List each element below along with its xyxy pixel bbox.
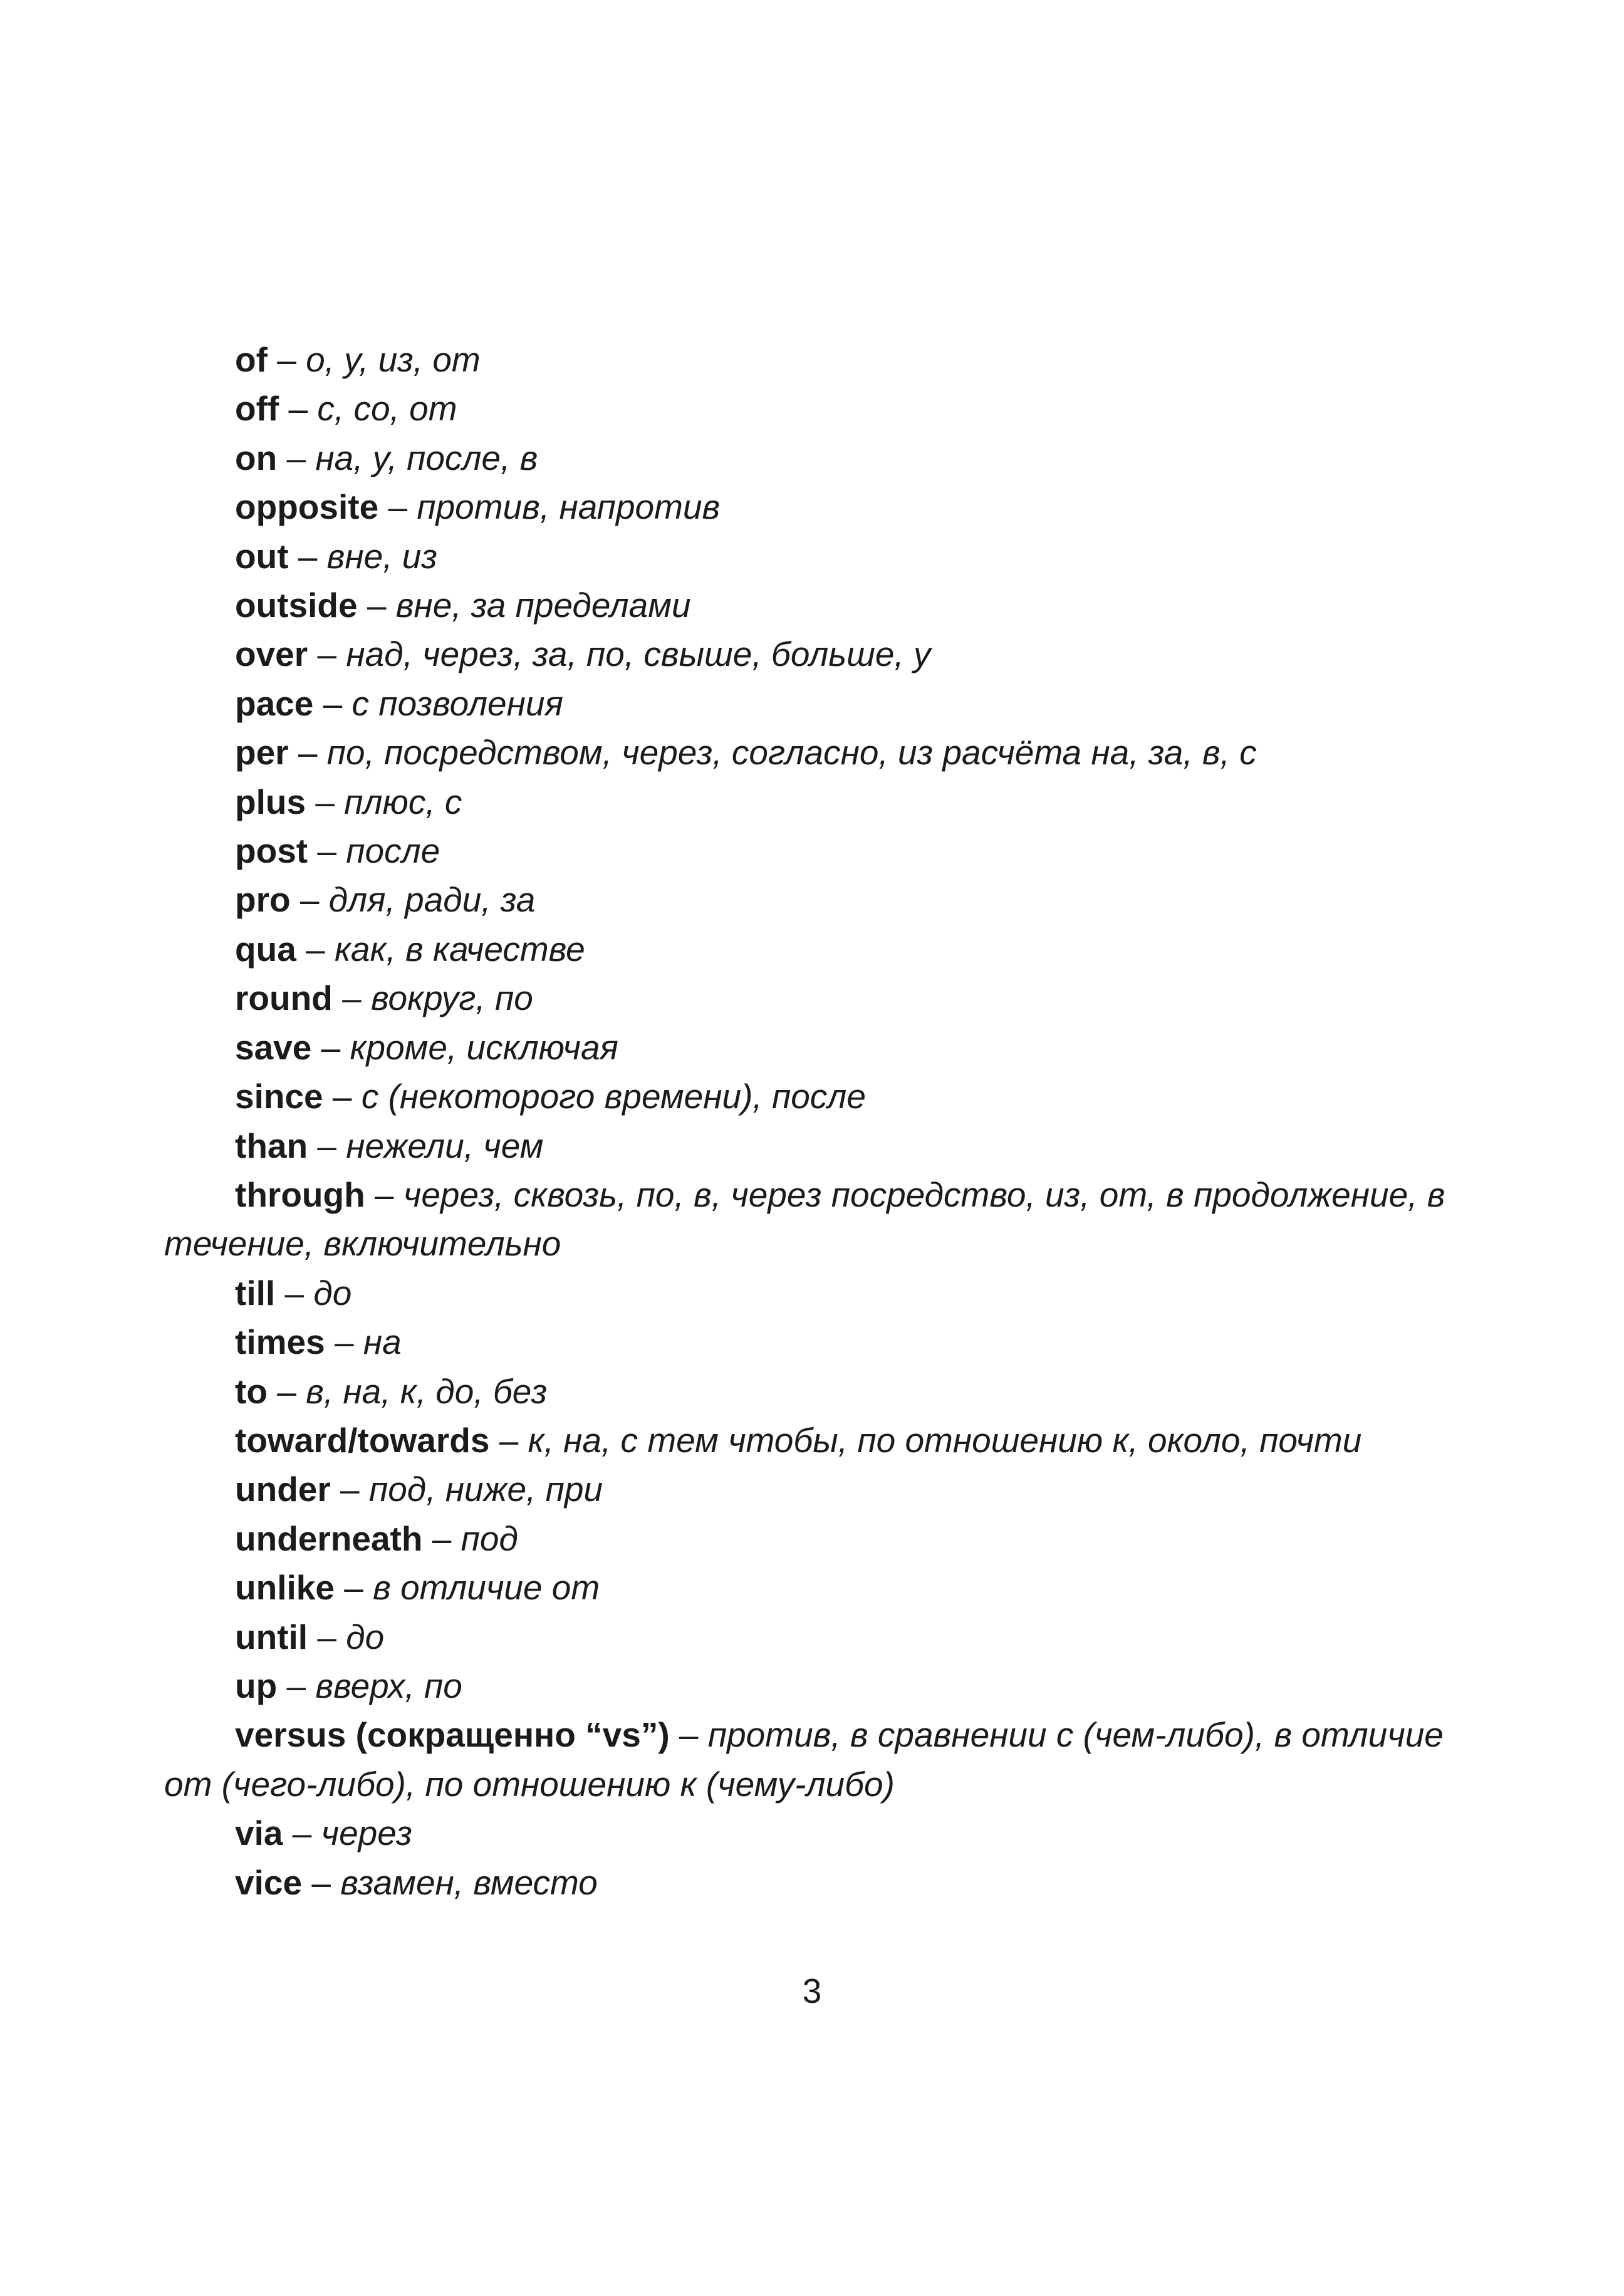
- entry-definition: в отличие от: [373, 1568, 600, 1608]
- entry-dash: –: [489, 1420, 528, 1460]
- entry-dash: –: [422, 1519, 461, 1558]
- entry-definition: вне, из: [326, 536, 437, 576]
- entry-dash: –: [308, 1617, 346, 1656]
- entry-term: outside: [235, 586, 358, 625]
- entry-dash: –: [334, 1568, 373, 1608]
- entry-term: vice: [235, 1862, 303, 1902]
- entry-definition: до: [346, 1617, 385, 1656]
- entry-term: pace: [235, 683, 314, 723]
- entry-dash: –: [308, 1126, 346, 1165]
- list-item: [164, 1563, 1492, 1612]
- entry-term: through: [235, 1175, 365, 1214]
- list-item: [164, 1317, 1492, 1366]
- entry-dash: –: [669, 1715, 708, 1755]
- entry-definition: к, на, с тем чтобы, по отношению к, около, почти: [528, 1420, 1362, 1460]
- list-item: [164, 482, 1492, 531]
- entry-definition: для, ради, за: [328, 880, 536, 920]
- entry-term: over: [235, 635, 308, 674]
- entry-definition: через: [321, 1814, 412, 1853]
- entry-definition: вверх, по: [315, 1666, 462, 1705]
- entry-term: to: [235, 1371, 268, 1411]
- entry-definition: о, у, из, от: [306, 340, 481, 379]
- entry-dash: –: [283, 1814, 321, 1853]
- entry-term: per: [235, 733, 289, 772]
- list-item: [164, 1416, 1492, 1465]
- entry-dash: –: [357, 586, 396, 625]
- entry-dash: –: [302, 1862, 341, 1902]
- entry-definition: против, в сравнении с (чем-либо), в отличие от (чего-либо), по отношению к (чему-либо): [164, 1715, 1444, 1804]
- list-item: [164, 875, 1492, 924]
- entry-term: times: [235, 1322, 325, 1362]
- entry-dash: –: [330, 1470, 369, 1509]
- entry-definition: через, сквозь, по, в, через посредство, из, от, в продолжение, в течение, включительно: [164, 1175, 1445, 1264]
- entry-term: under: [235, 1470, 331, 1509]
- entry-dash: –: [288, 536, 327, 576]
- list-item: [164, 826, 1492, 875]
- entry-term: save: [235, 1027, 312, 1067]
- list-item: [164, 384, 1492, 433]
- entry-term: qua: [235, 929, 296, 969]
- entry-definition: кроме, исключая: [350, 1027, 618, 1067]
- list-item: [164, 679, 1492, 728]
- entry-dash: –: [267, 1371, 306, 1411]
- entry-term: of: [235, 340, 268, 379]
- entry-definition: с, со, от: [317, 389, 457, 429]
- list-item: [164, 1465, 1492, 1514]
- prepositions-list: [164, 335, 1492, 1907]
- entry-dash: –: [288, 733, 327, 772]
- list-item: [164, 777, 1492, 826]
- entry-dash: –: [306, 782, 345, 821]
- list-item: [164, 974, 1492, 1022]
- entry-definition: плюс, с: [344, 782, 462, 821]
- entry-dash: –: [290, 880, 329, 920]
- list-item: [164, 1121, 1492, 1170]
- entry-term: versus (сокращенно “vs”): [235, 1715, 670, 1755]
- list-item: [164, 728, 1492, 777]
- entry-definition: после: [346, 831, 440, 871]
- entry-term: up: [235, 1666, 278, 1705]
- list-item: [164, 1514, 1492, 1563]
- entry-dash: –: [308, 831, 346, 871]
- entry-dash: –: [378, 487, 417, 527]
- entry-term: till: [235, 1273, 276, 1312]
- page-number: 3: [802, 1971, 822, 2010]
- entry-definition: под: [461, 1519, 518, 1558]
- entry-dash: –: [313, 683, 352, 723]
- entry-dash: –: [308, 635, 346, 674]
- list-item: [164, 1023, 1492, 1072]
- entry-term: round: [235, 979, 333, 1018]
- entry-definition: под, ниже, при: [368, 1470, 603, 1509]
- entry-definition: по, посредством, через, согласно, из расчёта на, за, в, с: [326, 733, 1257, 772]
- list-item: [164, 434, 1492, 482]
- entry-term: unlike: [235, 1568, 335, 1608]
- list-item: [164, 1269, 1492, 1317]
- entry-dash: –: [325, 1322, 363, 1362]
- entry-term: underneath: [235, 1519, 423, 1558]
- list-item: [164, 1661, 1492, 1710]
- list-item: [164, 581, 1492, 630]
- entry-term: than: [235, 1126, 308, 1165]
- entry-term: off: [235, 389, 279, 429]
- list-item: [164, 335, 1492, 384]
- entry-definition: с (некоторого времени), после: [361, 1077, 866, 1116]
- entry-term: post: [235, 831, 308, 871]
- entry-term: via: [235, 1814, 283, 1853]
- entry-definition: вокруг, по: [370, 979, 533, 1018]
- entry-term: toward/towards: [235, 1420, 490, 1460]
- entry-dash: –: [332, 979, 371, 1018]
- list-item: [164, 1858, 1492, 1907]
- entry-definition: с позволения: [351, 683, 563, 723]
- list-item: [164, 1809, 1492, 1857]
- entry-dash: –: [365, 1175, 403, 1214]
- list-item: [164, 532, 1492, 581]
- entry-dash: –: [311, 1027, 350, 1067]
- entry-dash: –: [279, 389, 318, 429]
- entry-definition: вне, за пределами: [395, 586, 691, 625]
- list-item: [164, 1613, 1492, 1661]
- entry-definition: против, напротив: [417, 487, 721, 527]
- list-item: [164, 630, 1492, 678]
- entry-definition: до: [313, 1273, 352, 1312]
- entry-dash: –: [267, 340, 306, 379]
- entry-definition: над, через, за, по, свыше, больше, у: [346, 635, 931, 674]
- entry-term: since: [235, 1077, 323, 1116]
- entry-term: pro: [235, 880, 291, 920]
- entry-dash: –: [296, 929, 335, 969]
- entry-term: on: [235, 438, 278, 477]
- entry-term: until: [235, 1617, 308, 1656]
- list-item: [164, 925, 1492, 974]
- list-item: [164, 1072, 1492, 1121]
- entry-definition: на: [363, 1322, 402, 1362]
- list-item: [164, 1170, 1492, 1269]
- list-item: [164, 1367, 1492, 1416]
- list-item: [164, 1710, 1492, 1809]
- entry-definition: в, на, к, до, без: [306, 1371, 548, 1411]
- entry-term: out: [235, 536, 289, 576]
- entry-dash: –: [277, 1666, 316, 1705]
- entry-term: plus: [235, 782, 306, 821]
- entry-dash: –: [277, 438, 316, 477]
- entry-dash: –: [275, 1273, 314, 1312]
- entry-definition: нежели, чем: [346, 1126, 544, 1165]
- entry-dash: –: [323, 1077, 362, 1116]
- entry-definition: взамен, вместо: [340, 1862, 598, 1902]
- entry-term: opposite: [235, 487, 379, 527]
- entry-definition: на, у, после, в: [315, 438, 538, 477]
- entry-definition: как, в качестве: [334, 929, 585, 969]
